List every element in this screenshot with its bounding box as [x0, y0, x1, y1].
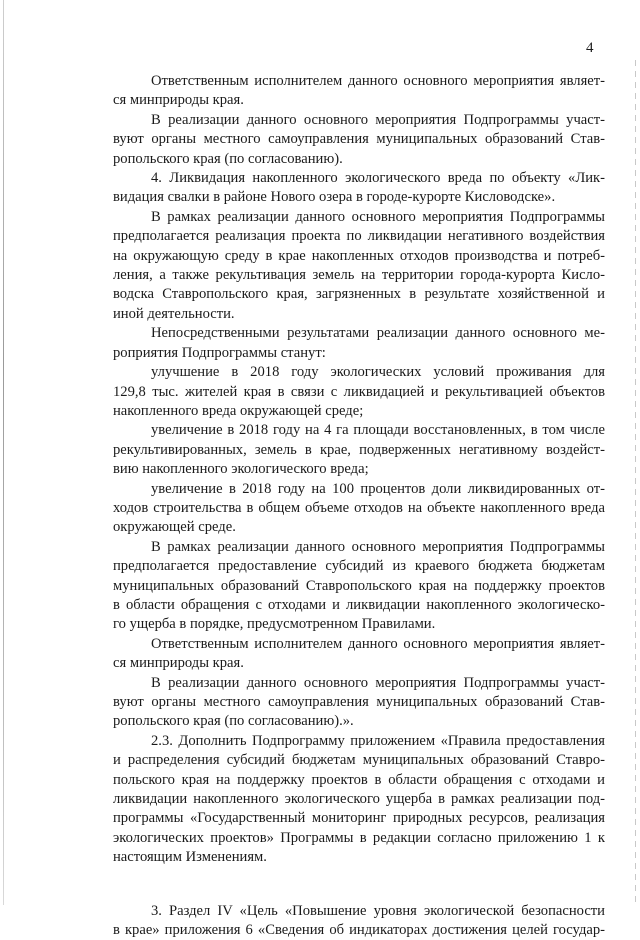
text-line: улучшение в 2018 году экологических условий проживания для — [151, 364, 605, 381]
paragraph — [113, 635, 605, 674]
text-line: вию накопленного экологического вреда; — [113, 461, 369, 478]
text-line: программы «Государственный мониторинг природных ресурсов, реализация — [113, 810, 605, 827]
text-line: ропольского края (по согласованию).». — [113, 713, 354, 730]
text-line: польского края на поддержку проектов в области обращения с отходами и — [113, 771, 605, 788]
text-line: иной деятельности. — [113, 305, 235, 322]
text-line: В рамках реализации данного основного мероприятия Подпрограммы — [151, 208, 605, 225]
page-number: 4 — [586, 40, 594, 56]
text-line: роприятия Подпрограммы станут: — [113, 344, 326, 361]
paragraph-gap — [113, 868, 605, 902]
text-line: предполагается реализация проекта по ликвидации негативного воздействия — [113, 228, 605, 245]
text-line: увеличение в 2018 году на 100 процентов доли ликвидированных от- — [151, 480, 605, 497]
paragraph — [113, 674, 605, 732]
text-line: ропольского края (по согласованию). — [113, 150, 343, 167]
text-line: и распределения субсидий бюджетам муниципальных образований Ставро- — [113, 752, 605, 769]
paragraph — [113, 363, 605, 421]
paragraph — [113, 169, 605, 208]
scan-edge-left — [3, 0, 4, 905]
paragraph — [113, 732, 605, 868]
paragraph — [113, 538, 605, 635]
paragraph — [113, 480, 605, 538]
text-line: 2.3. Дополнить Подпрограмму приложением «Правила предоставления — [151, 732, 605, 749]
text-line: водска Ставропольского края, загрязненных в результате хозяйственной и — [113, 286, 605, 303]
text-line: В рамках реализации данного основного мероприятия Подпрограммы — [151, 538, 605, 555]
paragraph — [113, 111, 605, 169]
text-line: рекультивированных, земель в крае, подверженных негативному воздейст- — [113, 441, 605, 458]
paragraph — [113, 72, 605, 111]
text-line: го ущерба в порядке, предусмотренном Правилами. — [113, 616, 436, 633]
text-line: В реализации данного основного мероприятия Подпрограммы участ- — [151, 111, 605, 128]
text-line: Непосредственными результатами реализации данного основного ме- — [151, 325, 605, 342]
text-line: 3. Раздел IV «Цель «Повышение уровня экологической безопасности — [151, 902, 605, 919]
text-line: ликвидации накопленного экологического ущерба в рамках реализации под- — [113, 791, 605, 808]
text-line: в области обращения с отходами и ликвидации накопленного экологическо- — [113, 596, 605, 613]
text-line: на окружающую среду в крае накопленных отходов производства и потреб- — [113, 247, 605, 264]
text-line: 129,8 тыс. жителей края в связи с ликвидацией и рекультивацией объектов — [113, 383, 605, 400]
text-line: в крае» приложения 6 «Сведения об индикаторах достижения целей государ- — [113, 922, 605, 939]
text-line: Ответственным исполнителем данного основного мероприятия являет- — [151, 635, 605, 652]
paragraph — [113, 324, 605, 363]
text-line: 4. Ликвидация накопленного экологического вреда по объекту «Лик- — [151, 170, 605, 187]
text-line: муниципальных образований Ставропольского края на поддержку проектов — [113, 577, 605, 594]
text-line: ления, а также рекультивация земель на территории города-курорта Кисло- — [113, 267, 605, 284]
text-line: ходов строительства в общем объеме отходов на объекте накопленного вреда — [113, 499, 605, 516]
text-line: видация свалки в районе Нового озера в городе-курорте Кисловодске». — [113, 189, 556, 206]
text-line: Ответственным исполнителем данного основного мероприятия являет- — [151, 73, 605, 89]
paragraph — [113, 902, 605, 940]
paragraph — [113, 208, 605, 324]
text-line: предполагается предоставление субсидий из краевого бюджета бюджетам — [113, 558, 605, 575]
document-body — [113, 72, 605, 940]
text-line: окружающей среде. — [113, 519, 236, 536]
text-line: вуют органы местного самоуправления муниципальных образований Став- — [113, 131, 605, 148]
text-line: увеличение в 2018 году на 4 га площади восстановленных, в том числе — [151, 422, 605, 439]
text-line: ся минприроды края. — [113, 92, 244, 109]
text-line: накопленного вреда окружающей среде; — [113, 402, 364, 419]
scan-edge-right — [635, 60, 636, 905]
text-line: экологических проектов» Программы в редакции согласно приложению 1 к — [113, 829, 605, 846]
text-line: настоящим Изменениям. — [113, 849, 267, 866]
text-line: вуют органы местного самоуправления муниципальных образований Став- — [113, 694, 605, 710]
text-line: ся минприроды края. — [113, 655, 244, 672]
paragraph — [113, 421, 605, 479]
text-line: В реализации данного основного мероприятия Подпрограммы участ- — [151, 674, 605, 691]
